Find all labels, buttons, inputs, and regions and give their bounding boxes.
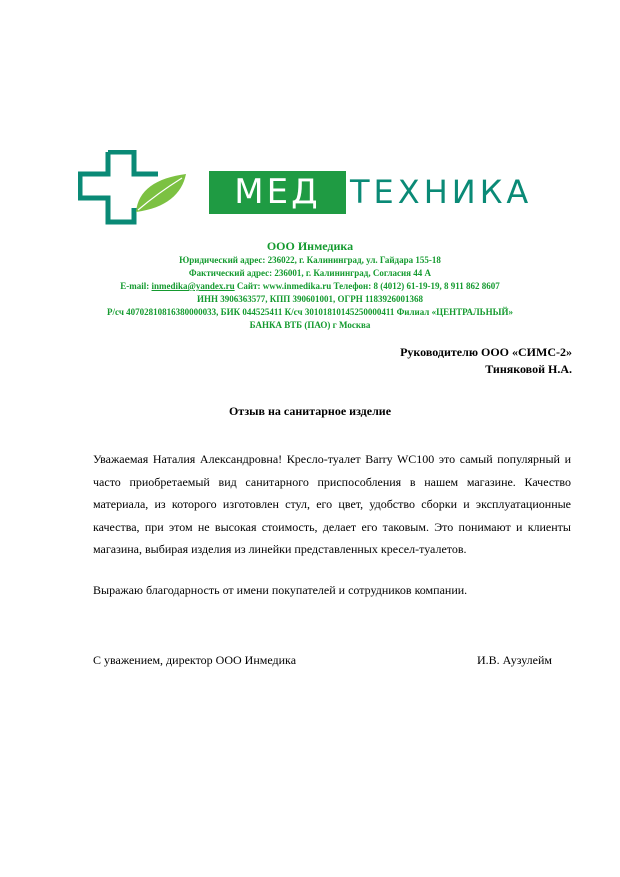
bank-name: БАНКА ВТБ (ПАО) г Москва xyxy=(249,320,371,330)
company-logo xyxy=(78,150,538,230)
letterhead xyxy=(60,238,560,332)
medical-cross-leaf-icon xyxy=(78,150,188,225)
company-name: ООО Инмедика xyxy=(266,239,354,253)
signature-name: И.В. Аузулейм xyxy=(476,653,552,667)
body-paragraph-2: Выражаю благодарность от имени покупателей и сотрудников компании. xyxy=(93,583,468,597)
email-link[interactable]: inmedika@yandex.ru xyxy=(151,281,235,291)
logo-word-med: МЕД xyxy=(234,172,321,212)
addressee-name: Тиняковой Н.А. xyxy=(485,362,572,376)
email-label: E-mail: xyxy=(120,281,152,291)
signature-closing: С уважением, директор ООО Инмедика xyxy=(93,653,297,667)
actual-address: Фактический адрес: 236001, г. Калининград, Согласия 44 А xyxy=(188,268,432,278)
addressee xyxy=(400,344,572,378)
company-ids: ИНН 3906363577, КПП 390601001, ОГРН 1183926001368 xyxy=(196,294,423,304)
contacts-line xyxy=(60,280,560,293)
site-phone: Сайт: www.inmedika.ru Телефон: 8 (4012) 61-19-19, 8 911 862 8607 xyxy=(234,281,500,291)
legal-address: Юридический адрес: 236022, г. Калининград, ул. Гайдара 155-18 xyxy=(179,255,441,265)
logo-word-tekhnika: ТЕХНИКА xyxy=(350,173,533,211)
document-title: Отзыв на санитарное изделие xyxy=(228,404,392,418)
addressee-position: Руководителю ООО «СИМС-2» xyxy=(400,345,572,359)
bank-details: Р/сч 40702810816380000033, БИК 044525411 К/сч 30101810145250000411 Филиал «ЦЕНТРАЛЬНЫЙ» xyxy=(107,307,513,317)
body-paragraph-1: Уважаемая Наталия Александровна! Кресло-туалет Barry WC100 это самый популярный и часто приобретаемый вид санитарного приспособления в нашем магазине. Качество материала, из которого изготовлен стул, его цвет, удобство сборки и эксплуатационные качества, при этом не высокая стоимость, делает его таковым. Это понимают и клиенты магазина, выбирая изделия из линейки представленных кресел-туалетов. xyxy=(93,452,571,556)
